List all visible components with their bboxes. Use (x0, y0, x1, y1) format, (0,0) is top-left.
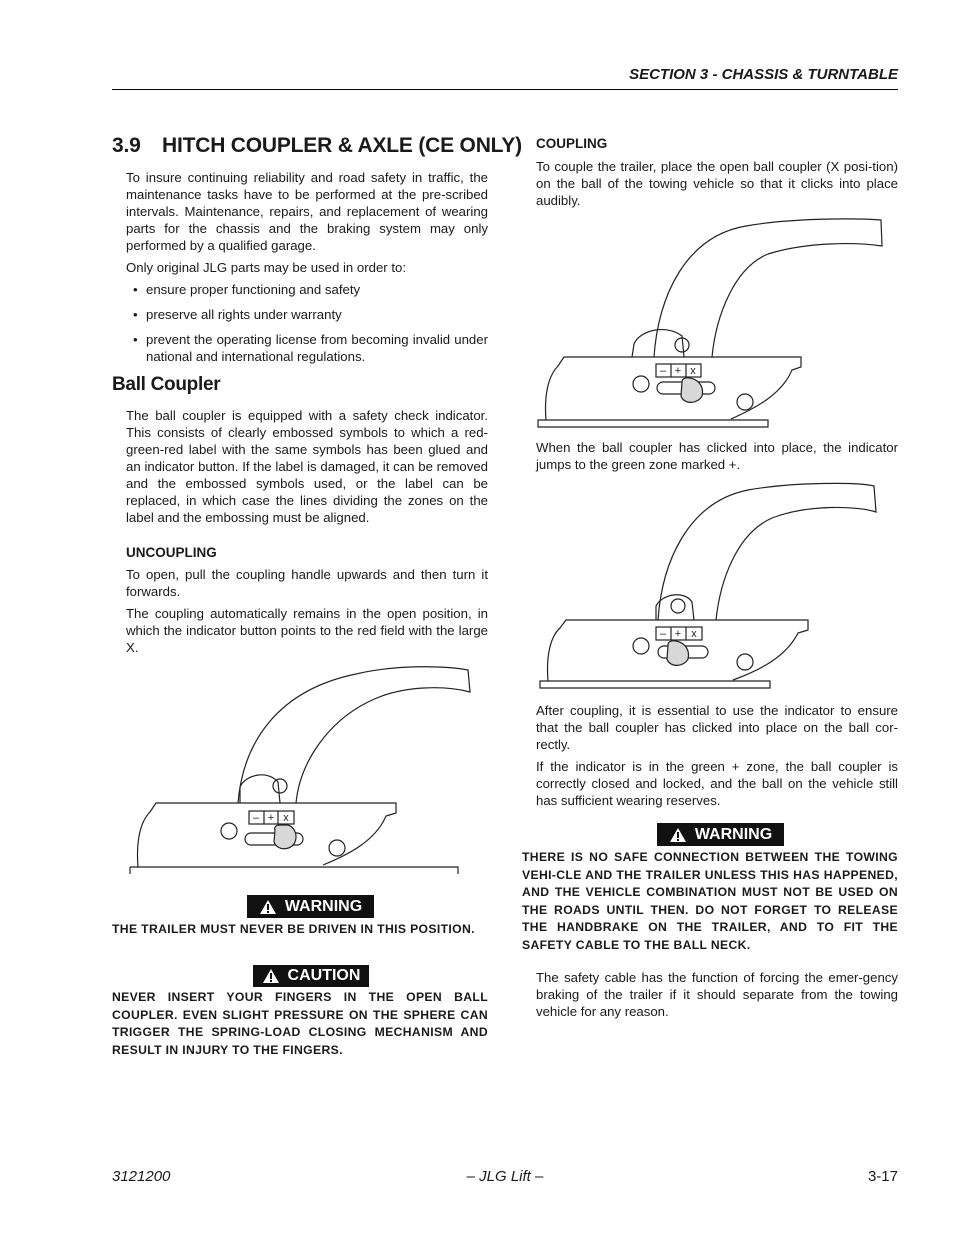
coupling-paragraph-4: If the indicator is in the green + zone, the ball coupler is correctly closed and locked, and the ball on the vehicle still has sufficient wearing reserves. (536, 759, 898, 808)
list-item: • prevent the operating license from becoming invalid under national and international regulations. (133, 332, 488, 364)
header-rule (112, 89, 898, 90)
coupler-closed-figure (536, 216, 888, 428)
running-header: SECTION 3 - CHASSIS & TURNTABLE (629, 66, 898, 83)
intro-paragraph: To insure continuing reliability and road safety in traffic, the maintenance tasks have to be performed at the pre-scribed intervals. Maintenance, repairs, and replacement of wearing parts for the chassis and the braking system may only performed by a qualified garage. (126, 170, 488, 253)
svg-text:+: + (674, 365, 682, 377)
warning-text: THERE IS NO SAFE CONNECTION BETWEEN THE TOWING VEHI-CLE AND THE TRAILER UNLESS THIS HAS HAPPENED, AND THE VEHICLE COMBINATION MUST NOT BE USED ON THE ROADS UNTIL THEN. DO NOT FORGET TO RELEASE THE HANDBRAKE ON THE TRAILER, AND TO FIT THE SAFETY CABLE TO THE BALL NECK. (522, 850, 898, 952)
coupling-paragraph-1: To couple the trailer, place the open ball coupler (X posi-tion) on the ball of the towing vehicle so that it clicks into place audibly. (536, 159, 898, 208)
section-title: HITCH COUPLER & AXLE (CE ONLY) (162, 134, 522, 157)
warning-text: THE TRAILER MUST NEVER BE DRIVEN IN THIS POSITION. (112, 922, 475, 936)
caution-text: NEVER INSERT YOUR FINGERS IN THE OPEN BALL COUPLER. EVEN SLIGHT PRESSURE ON THE SPHERE CAN TRIGGER THE SPRING-LOAD CLOSING MECHANISM AND RESULT IN INJURY TO THE FINGERS. (112, 990, 488, 1057)
warning-icon (259, 899, 277, 915)
uncoupling-paragraph-1: To open, pull the coupling handle upwards and then turn it forwards. (126, 567, 488, 599)
warning-icon (262, 968, 280, 984)
section-number: 3.9 (112, 134, 141, 157)
list-item: • ensure proper functioning and safety (133, 282, 361, 297)
bullet-icon: • (133, 332, 138, 347)
coupling-paragraph-2: When the ball coupler has clicked into place, the indicator jumps to the green zone marked +. (536, 440, 898, 472)
coupler-closed-figure-2 (538, 482, 880, 692)
ball-coupler-heading: Ball Coupler (112, 374, 221, 395)
list-item: • preserve all rights under warranty (133, 307, 342, 322)
uncoupling-heading: UNCOUPLING (126, 545, 217, 560)
doc-number: 3121200 (112, 1168, 171, 1185)
warning-label: WARNING (694, 825, 773, 843)
warning-badge (657, 823, 784, 846)
ball-coupler-paragraph: The ball coupler is equipped with a safety check indicator. This consists of clearly embossed symbols to which a red-green-red label with the same symbols has been glued and an indicator button. If the label is damaged, it can be removed and the embossed symbols used, or the label can be replaced, in which case the lines dividing the zones on the label and the embossing must be aligned. (126, 408, 488, 525)
svg-text:x: x (283, 812, 289, 824)
warning-icon (669, 827, 687, 843)
bullet-icon: • (133, 307, 138, 322)
parts-note: Only original JLG parts may be used in order to: (126, 260, 407, 275)
coupler-open-figure (128, 662, 478, 874)
svg-text:–: – (252, 812, 260, 824)
footer-company: – JLG Lift – (466, 1168, 544, 1185)
coupling-heading: COUPLING (536, 136, 608, 151)
bullet-icon: • (133, 282, 138, 297)
uncoupling-paragraph-2: The coupling automatically remains in the open position, in which the indicator button points to the red field with the large X. (126, 606, 488, 655)
svg-text:x: x (690, 365, 696, 377)
warning-label: WARNING (284, 897, 363, 915)
caution-badge (253, 965, 369, 987)
page-number: 3-17 (867, 1168, 898, 1185)
svg-text:x: x (691, 628, 697, 640)
svg-text:–: – (659, 365, 667, 377)
caution-label: CAUTION (287, 967, 361, 984)
safety-cable-paragraph: The safety cable has the function of forcing the emer-gency braking of the trailer if it should separate from the towing vehicle for any reason. (536, 970, 898, 1019)
warning-badge (247, 895, 374, 918)
svg-text:+: + (674, 628, 682, 640)
section-heading (112, 134, 522, 158)
svg-text:+: + (267, 812, 275, 824)
coupling-paragraph-3: After coupling, it is essential to use the indicator to ensure that the ball coupler has clicked into place on the ball cor-rectly. (536, 703, 898, 752)
svg-text:–: – (659, 628, 667, 640)
